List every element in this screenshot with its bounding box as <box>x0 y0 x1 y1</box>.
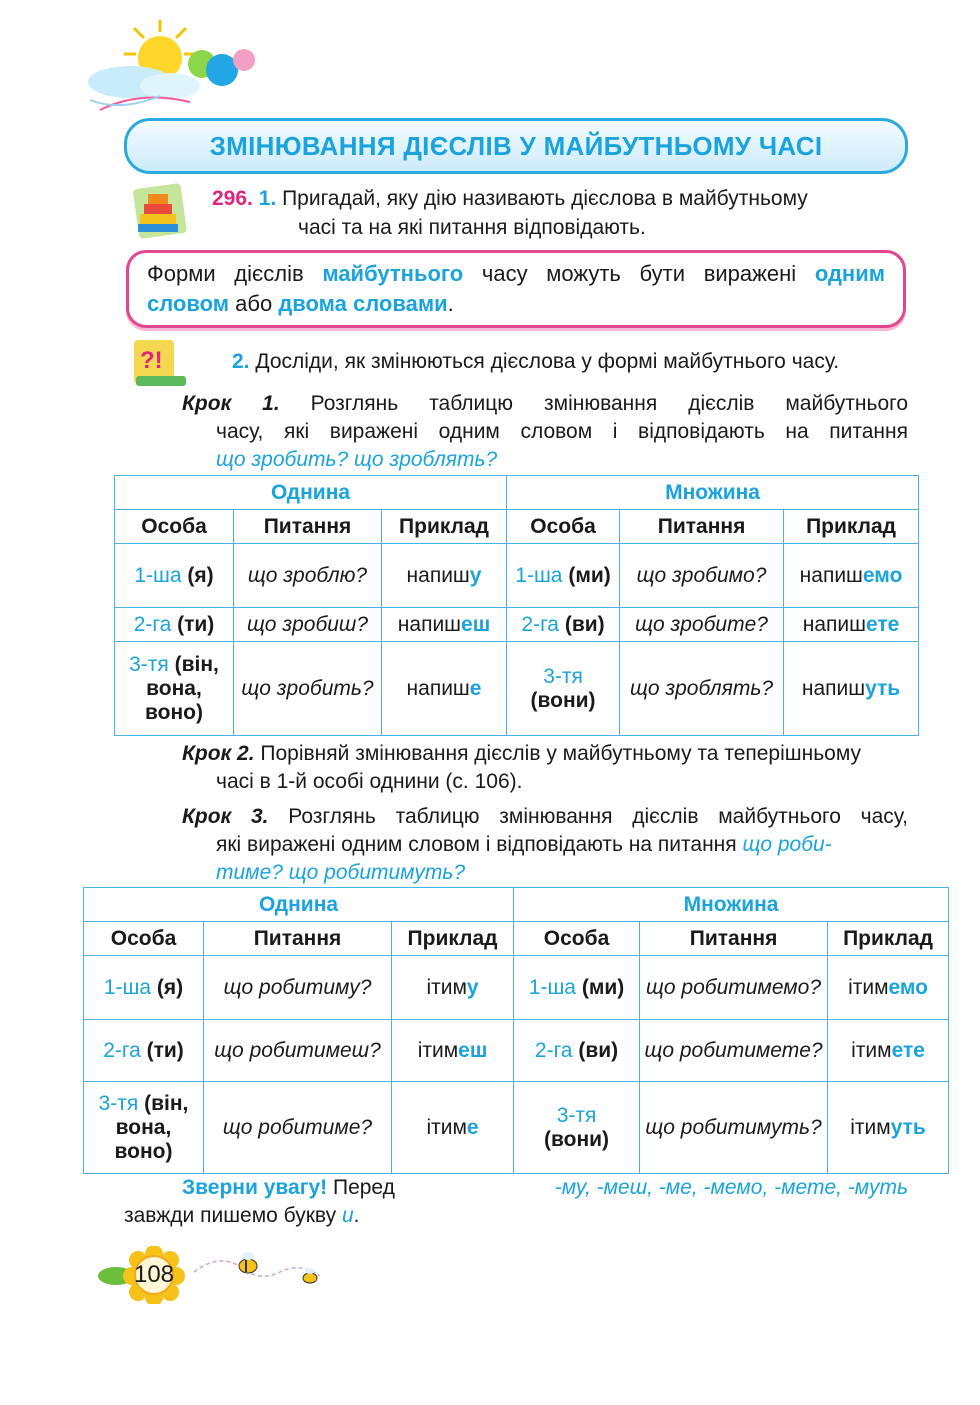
table-row <box>115 544 919 608</box>
col-header: Питання <box>204 922 392 956</box>
task-number: 296. <box>212 187 253 210</box>
person: 2-га <box>103 1038 141 1062</box>
part1-line2: часі та на які питання відповідають. <box>298 216 646 239</box>
example-ending: еш <box>461 612 491 636</box>
question: що робитимемо? <box>640 956 828 1020</box>
step2-line1 <box>182 740 908 768</box>
table2-plural-header: Множина <box>514 888 949 922</box>
rule-box <box>126 250 906 328</box>
page-number: 108 <box>133 1261 175 1288</box>
rule-text: . <box>447 291 454 316</box>
question: що зроблять? <box>620 642 784 736</box>
col-header: Особа <box>84 922 204 956</box>
example-ending: у <box>466 975 479 999</box>
part1-number: 1. <box>258 187 277 210</box>
example-stem: ітим <box>426 1115 467 1139</box>
person: 3-тя <box>98 1091 139 1115</box>
example-ending: уть <box>865 676 901 700</box>
col-header: Питання <box>640 922 828 956</box>
step2-label: Крок 2. <box>182 742 255 765</box>
table1-plural-header: Множина <box>507 476 919 510</box>
example-stem: напиш <box>801 676 866 700</box>
col-header: Питання <box>620 510 784 544</box>
rule-text: Форми дієслів <box>147 261 323 286</box>
question: що робитиме? <box>204 1082 392 1174</box>
person: 1-ша <box>528 975 576 999</box>
table1-singular-header: Однина <box>115 476 507 510</box>
rule-text: або <box>229 291 279 316</box>
conjugation-table-1 <box>114 475 919 736</box>
question: що робитимуть? <box>640 1082 828 1174</box>
lesson-title: ЗМІНЮВАННЯ ДІЄСЛІВ У МАЙБУТНЬОМУ ЧАСІ <box>209 130 823 161</box>
person: 2-га <box>534 1038 573 1062</box>
step1-questions: що зробить? що зроблять? <box>216 448 498 471</box>
pronoun: (ви) <box>564 612 605 636</box>
pronoun: (вони) <box>544 1127 610 1151</box>
pronoun: (він, вона, воно) <box>114 1091 189 1163</box>
pronoun: (я) <box>187 563 214 587</box>
step3-line1 <box>182 803 908 831</box>
svg-text:?!: ?! <box>140 347 163 374</box>
person: 1-ша <box>515 563 563 587</box>
note-text: Перед <box>327 1176 395 1199</box>
step3-question: що роби- <box>742 833 832 856</box>
col-header: Особа <box>507 510 620 544</box>
rule-highlight-one-word: одним словом <box>147 261 886 316</box>
pronoun: (ти) <box>177 612 215 636</box>
step3-line3: тиме? що робитимуть? <box>216 861 466 884</box>
example-stem: напиш <box>799 563 863 587</box>
question: що робитимеш? <box>204 1020 392 1082</box>
example-ending: е <box>469 676 482 700</box>
table-row <box>84 956 949 1020</box>
part2-text: Досліди, як змінюються дієслова у формі майбутнього часу. <box>255 350 840 373</box>
pronoun: (ми) <box>568 563 611 587</box>
pronoun: (він, вона, воно) <box>145 652 219 724</box>
example-ending: емо <box>888 975 929 999</box>
col-header: Особа <box>514 922 640 956</box>
pronoun: (ви) <box>578 1038 619 1062</box>
example-stem: напиш <box>802 612 866 636</box>
example-stem: ітим <box>417 1038 459 1062</box>
note-text: завжди пишемо букву <box>124 1204 342 1227</box>
col-header: Приклад <box>382 510 507 544</box>
person: 2-га <box>133 612 172 636</box>
example-stem: ітим <box>848 975 889 999</box>
question: що робитиму? <box>204 956 392 1020</box>
note-text: . <box>353 1204 360 1227</box>
task-296-part1 <box>212 185 908 213</box>
step3-text: Розглянь таблицю змінювання дієслів майбутнього часу, <box>288 805 908 828</box>
question: що робитимете? <box>640 1020 828 1082</box>
person: 2-га <box>521 612 559 636</box>
question: що зробить? <box>234 642 382 736</box>
example-ending: е <box>466 1115 479 1139</box>
sun-balloons-icon <box>80 20 290 120</box>
step1-text: Розглянь таблицю змінювання дієслів майбутнього <box>310 392 908 415</box>
step1-label: Крок 1. <box>182 392 280 415</box>
person: 3-тя <box>556 1103 597 1127</box>
table-row <box>115 608 919 642</box>
note-letter: и <box>341 1204 354 1227</box>
book-question-icon <box>130 336 190 390</box>
example-stem: ітим <box>850 1115 891 1139</box>
step1-line1 <box>182 390 908 418</box>
question: що зроблю? <box>234 544 382 608</box>
step3-line2 <box>216 831 908 859</box>
bee-icon <box>190 1248 330 1292</box>
example-stem: напиш <box>397 612 462 636</box>
rule-text: часу можуть бути виражені <box>463 261 815 286</box>
table-row <box>115 642 919 736</box>
col-header: Особа <box>115 510 234 544</box>
example-stem: напиш <box>406 676 470 700</box>
step3-text: які виражені одним словом і відповідають на питання <box>216 833 743 856</box>
person: 1-ша <box>103 975 152 999</box>
table2-singular-header: Однина <box>84 888 514 922</box>
note-endings: -му, -меш, -ме, -мемо, -мете, -муть <box>554 1176 908 1199</box>
col-header: Приклад <box>784 510 919 544</box>
example-ending: уть <box>890 1115 926 1139</box>
rule-highlight-two-words: двома словами <box>278 291 448 316</box>
pronoun: (ми) <box>581 975 625 999</box>
lesson-title-bar <box>124 118 908 174</box>
question: що зробите? <box>620 608 784 642</box>
question: що зробиш? <box>234 608 382 642</box>
table-row <box>84 1020 949 1082</box>
example-ending: емо <box>862 563 903 587</box>
col-header: Питання <box>234 510 382 544</box>
person: 1-ша <box>134 563 182 587</box>
pyramid-toy-icon <box>130 182 190 242</box>
question: що зробимо? <box>620 544 784 608</box>
pronoun: (я) <box>156 975 184 999</box>
step2-line2: часі в 1-й особі однини (с. 106). <box>216 770 523 793</box>
example-stem: ітим <box>851 1038 892 1062</box>
step3-label: Крок 3. <box>182 805 269 828</box>
conjugation-table-2 <box>83 887 949 1174</box>
example-stem: напиш <box>406 563 470 587</box>
pronoun: (вони) <box>530 688 596 712</box>
example-ending: у <box>469 563 482 587</box>
col-header: Приклад <box>828 922 949 956</box>
part1-line1: Пригадай, яку дію називають дієслова в майбутньому <box>282 187 808 210</box>
note-line2 <box>124 1202 360 1230</box>
part2-number: 2. <box>232 350 250 373</box>
note-line1 <box>182 1174 908 1202</box>
example-ending: еш <box>458 1038 488 1062</box>
step2-text: Порівняй змінювання дієслів у майбутньому та теперішньому <box>260 742 862 765</box>
step1-line2: часу, які виражені одним словом і відповідають на питання <box>216 420 908 443</box>
person: 3-тя <box>543 664 583 688</box>
col-header: Приклад <box>392 922 514 956</box>
example-ending: ете <box>865 612 900 636</box>
task-296-part2 <box>232 348 839 376</box>
pronoun: (ти) <box>146 1038 184 1062</box>
note-label: Зверни увагу! <box>182 1176 328 1199</box>
example-stem: ітим <box>426 975 467 999</box>
person: 3-тя <box>129 652 169 676</box>
rule-highlight-future: майбутнього <box>322 261 464 286</box>
table-row <box>84 1082 949 1174</box>
example-ending: ете <box>891 1038 925 1062</box>
